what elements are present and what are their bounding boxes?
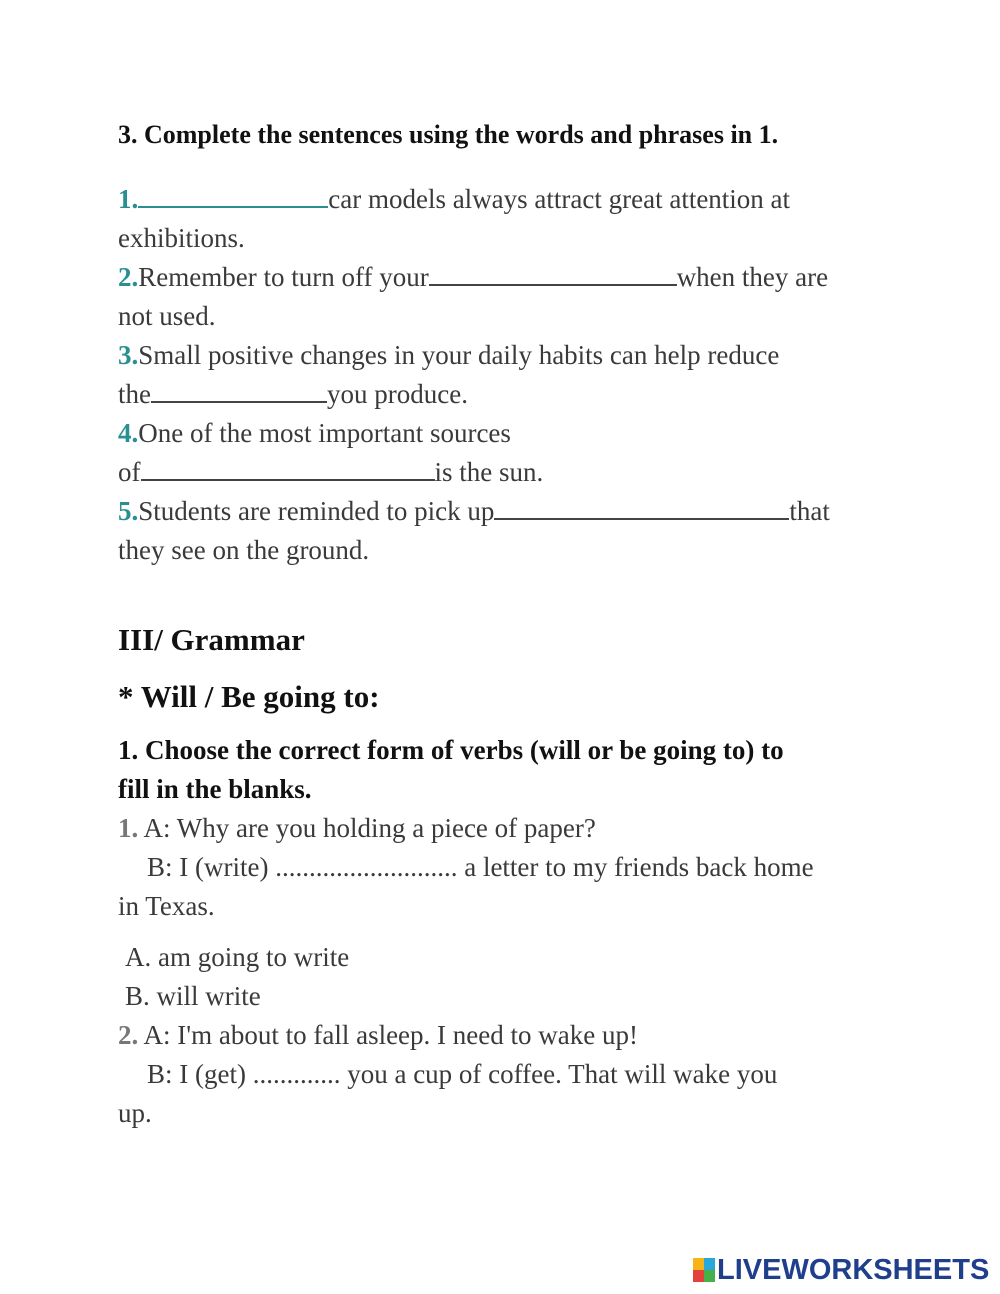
sentence-text: when they are <box>676 262 829 292</box>
liveworksheets-logo <box>693 1255 989 1285</box>
logo-text: LIVEWORKSHEETS <box>717 1253 990 1286</box>
item-number: 4. <box>118 418 139 448</box>
exercise-heading-line-2: fill in the blanks. <box>118 774 312 804</box>
item-number: 2. <box>118 262 139 292</box>
question-number: 2. <box>118 1020 139 1050</box>
sentence-5-line <box>118 496 830 527</box>
answer-blank-3[interactable] <box>151 381 327 403</box>
sentence-2-line <box>118 262 828 293</box>
option-a[interactable]: A. am going to write <box>125 942 350 972</box>
sentence-1-line <box>118 184 790 215</box>
sentence-text: that <box>789 496 830 526</box>
sentence-text: Students are reminded to pick up <box>138 496 495 526</box>
question-2-b-cont: up. <box>118 1098 152 1128</box>
section-3-heading: 3. Complete the sentences using the words and phrases in 1. <box>118 120 779 149</box>
item-number: 3. <box>118 340 139 370</box>
sentence-2-cont: not used. <box>118 301 216 331</box>
sentence-4-cont <box>118 457 543 488</box>
logo-mark-icon <box>693 1258 715 1282</box>
question-1-b-cont: in Texas. <box>118 891 215 921</box>
grammar-subtitle: * Will / Be going to: <box>118 679 380 714</box>
item-number: 1. <box>118 184 139 214</box>
question-1-b: B: I (write) ........................... a letter to my friends back home <box>147 852 814 882</box>
question-2-a <box>118 1020 638 1051</box>
answer-blank-1[interactable] <box>138 186 328 208</box>
sentence-text: car models always attract great attention at <box>328 184 791 214</box>
sentence-text: One of the most important sources <box>138 418 511 448</box>
item-number: 5. <box>118 496 139 526</box>
grammar-title: III/ Grammar <box>118 622 305 657</box>
sentence-text: the <box>118 379 151 409</box>
sentence-3-cont <box>118 379 468 410</box>
answer-blank-4[interactable] <box>141 459 435 481</box>
sentence-3-line <box>118 340 779 371</box>
sentence-text: is the sun. <box>434 457 544 487</box>
question-number: 1. <box>118 813 139 843</box>
sentence-text: of <box>118 457 141 487</box>
sentence-text: Small positive changes in your daily habits can help reduce <box>138 340 780 370</box>
answer-blank-5[interactable] <box>494 498 789 520</box>
sentence-text: you produce. <box>327 379 468 409</box>
exercise-heading-line-1: 1. Choose the correct form of verbs (will or be going to) to <box>118 735 784 765</box>
question-text: A: I'm about to fall asleep. I need to wake up! <box>138 1020 638 1050</box>
sentence-5-cont: they see on the ground. <box>118 535 370 565</box>
option-b[interactable]: B. will write <box>125 981 261 1011</box>
sentence-1-cont: exhibitions. <box>118 223 245 253</box>
sentence-text: Remember to turn off your <box>138 262 429 292</box>
question-1-a <box>118 813 596 844</box>
question-text: A: Why are you holding a piece of paper? <box>138 813 596 843</box>
question-2-b: B: I (get) ............. you a cup of coffee. That will wake you <box>147 1059 778 1089</box>
answer-blank-2[interactable] <box>429 264 677 286</box>
sentence-4-line <box>118 418 511 449</box>
